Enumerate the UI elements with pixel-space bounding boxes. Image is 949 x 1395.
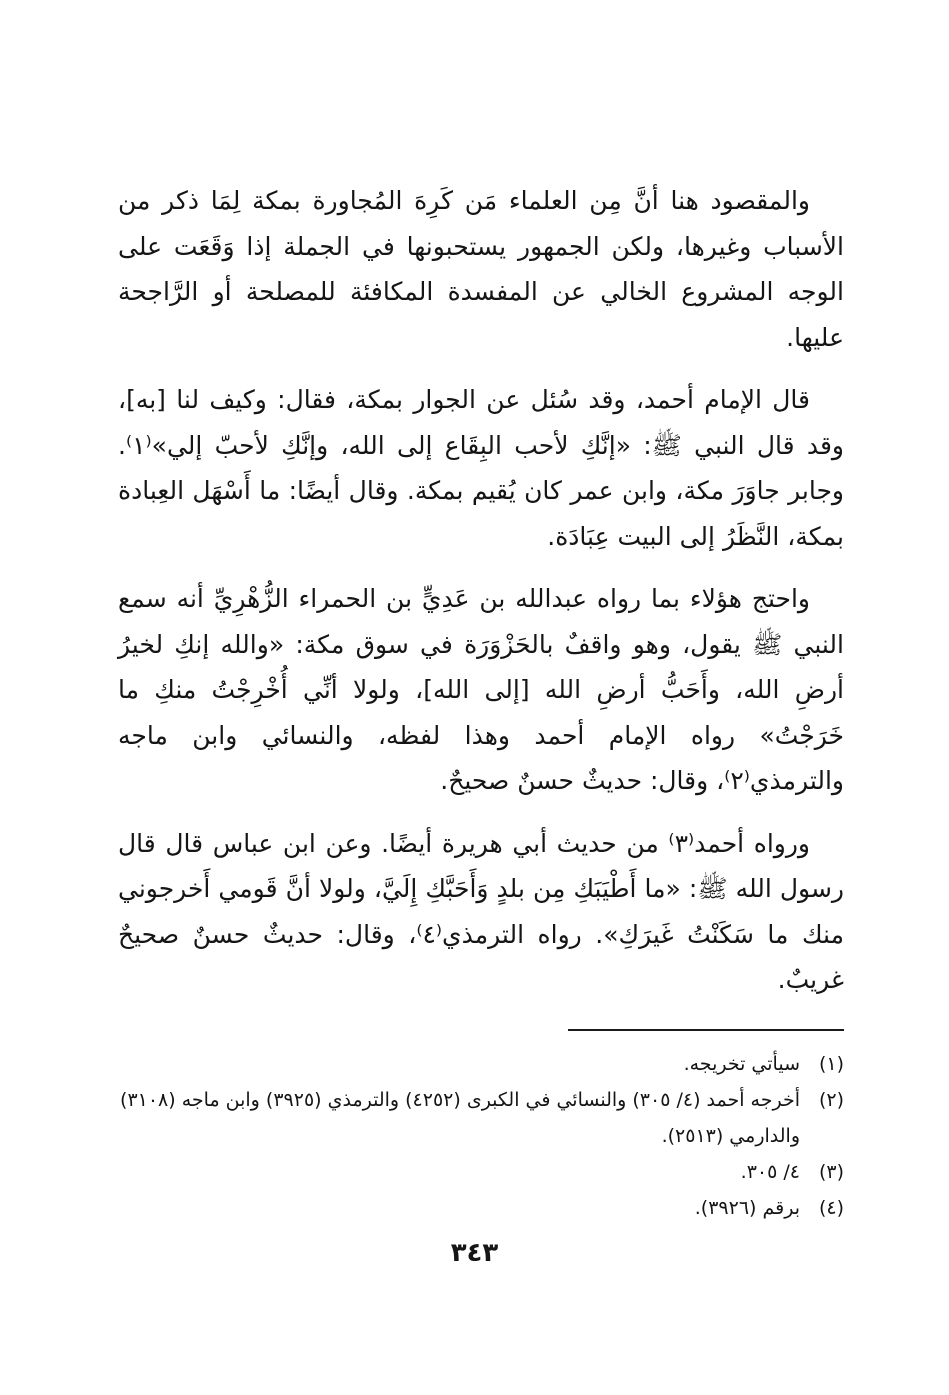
- footnote-number: (٤): [818, 1197, 844, 1219]
- footnote-item: [118, 1082, 844, 1154]
- paragraph: واحتج هؤلاء بما رواه عبدالله بن عَدِيٍّ بن الحمراء الزُّهْرِيِّ أنه سمع النبي ﷺ يقول، وهو واقفٌ بالحَزْوَرَة في سوق مكة: «والله إنكِ لخيرُ أرضِ الله، وأَحَبُّ أرضِ الله [إلى الله]، ولولا أنِّي أُخْرِجْتُ منكِ ما خَرَجْتُ» رواه الإمام أحمد وهذا لفظه، والنسائي وابن ماجه والترمذي⁽٢⁾، وقال: حديثٌ حسنٌ صحيحٌ.: [118, 584, 844, 795]
- footnote-separator: [568, 1029, 844, 1031]
- paragraph: ورواه أحمد⁽٣⁾ من حديث أبي هريرة أيضًا. وعن ابن عباس قال قال رسول الله ﷺ: «ما أَطْيَبَكِ مِن بلدٍ وَأَحَبَّكِ إِلَيَّ، ولولا أنَّ قَومي أَخرجوني منك ما سَكَنْتُ غَيرَكِ». رواه الترمذي⁽٤⁾، وقال: حديثٌ حسنٌ صحيحٌ غريبٌ.: [118, 828, 844, 994]
- footnote-text: أخرجه أحمد (٤/ ٣٠٥) والنسائي في الكبرى (٤٢٥٢) والترمذي (٣٩٢٥) وابن ماجه (٣١٠٨) والدارمي (٢٥١٣).: [120, 1089, 800, 1147]
- footnote-item: [118, 1190, 844, 1226]
- page-number: ٣٤٣: [450, 1238, 499, 1268]
- footnote-item: [118, 1154, 844, 1190]
- footnote-text: سيأتي تخريجه.: [683, 1053, 800, 1075]
- footnote-number: (١): [818, 1053, 844, 1075]
- footnote-number: (٣): [818, 1161, 844, 1183]
- footnote-text: ٤/ ٣٠٥.: [740, 1161, 800, 1183]
- paragraph: والمقصود هنا أنَّ مِن العلماء مَن كَرِهَ المُجاورة بمكة لِمَا ذكر من الأسباب وغيرها، ولكن الجمهور يستحبونها في الجملة إذا وَقَعَت على الوجه المشروع الخالي عن المفسدة المكافئة للمصلحة أو الرَّاجحة عليها.: [118, 186, 844, 352]
- footnote-number: (٢): [818, 1089, 844, 1111]
- footnote-text: برقم (٣٩٢٦).: [694, 1197, 800, 1219]
- footnote-item: [118, 1046, 844, 1082]
- paragraph: قال الإمام أحمد، وقد سُئل عن الجوار بمكة، فقال: وكيف لنا [به]، وقد قال النبي ﷺ: «إنَّكِ لأحب البِقَاع إلى الله، وإنَّكِ لأحبّ إلي»⁽١⁾. وجابر جاوَرَ مكة، وابن عمر كان يُقيم بمكة. وقال أيضًا: ما أَسْهَل العِبادة بمكة، النَّظَرُ إلى البيت عِبَادَة.: [118, 385, 844, 551]
- footnotes: [118, 1046, 844, 1226]
- main-text: [118, 178, 844, 1003]
